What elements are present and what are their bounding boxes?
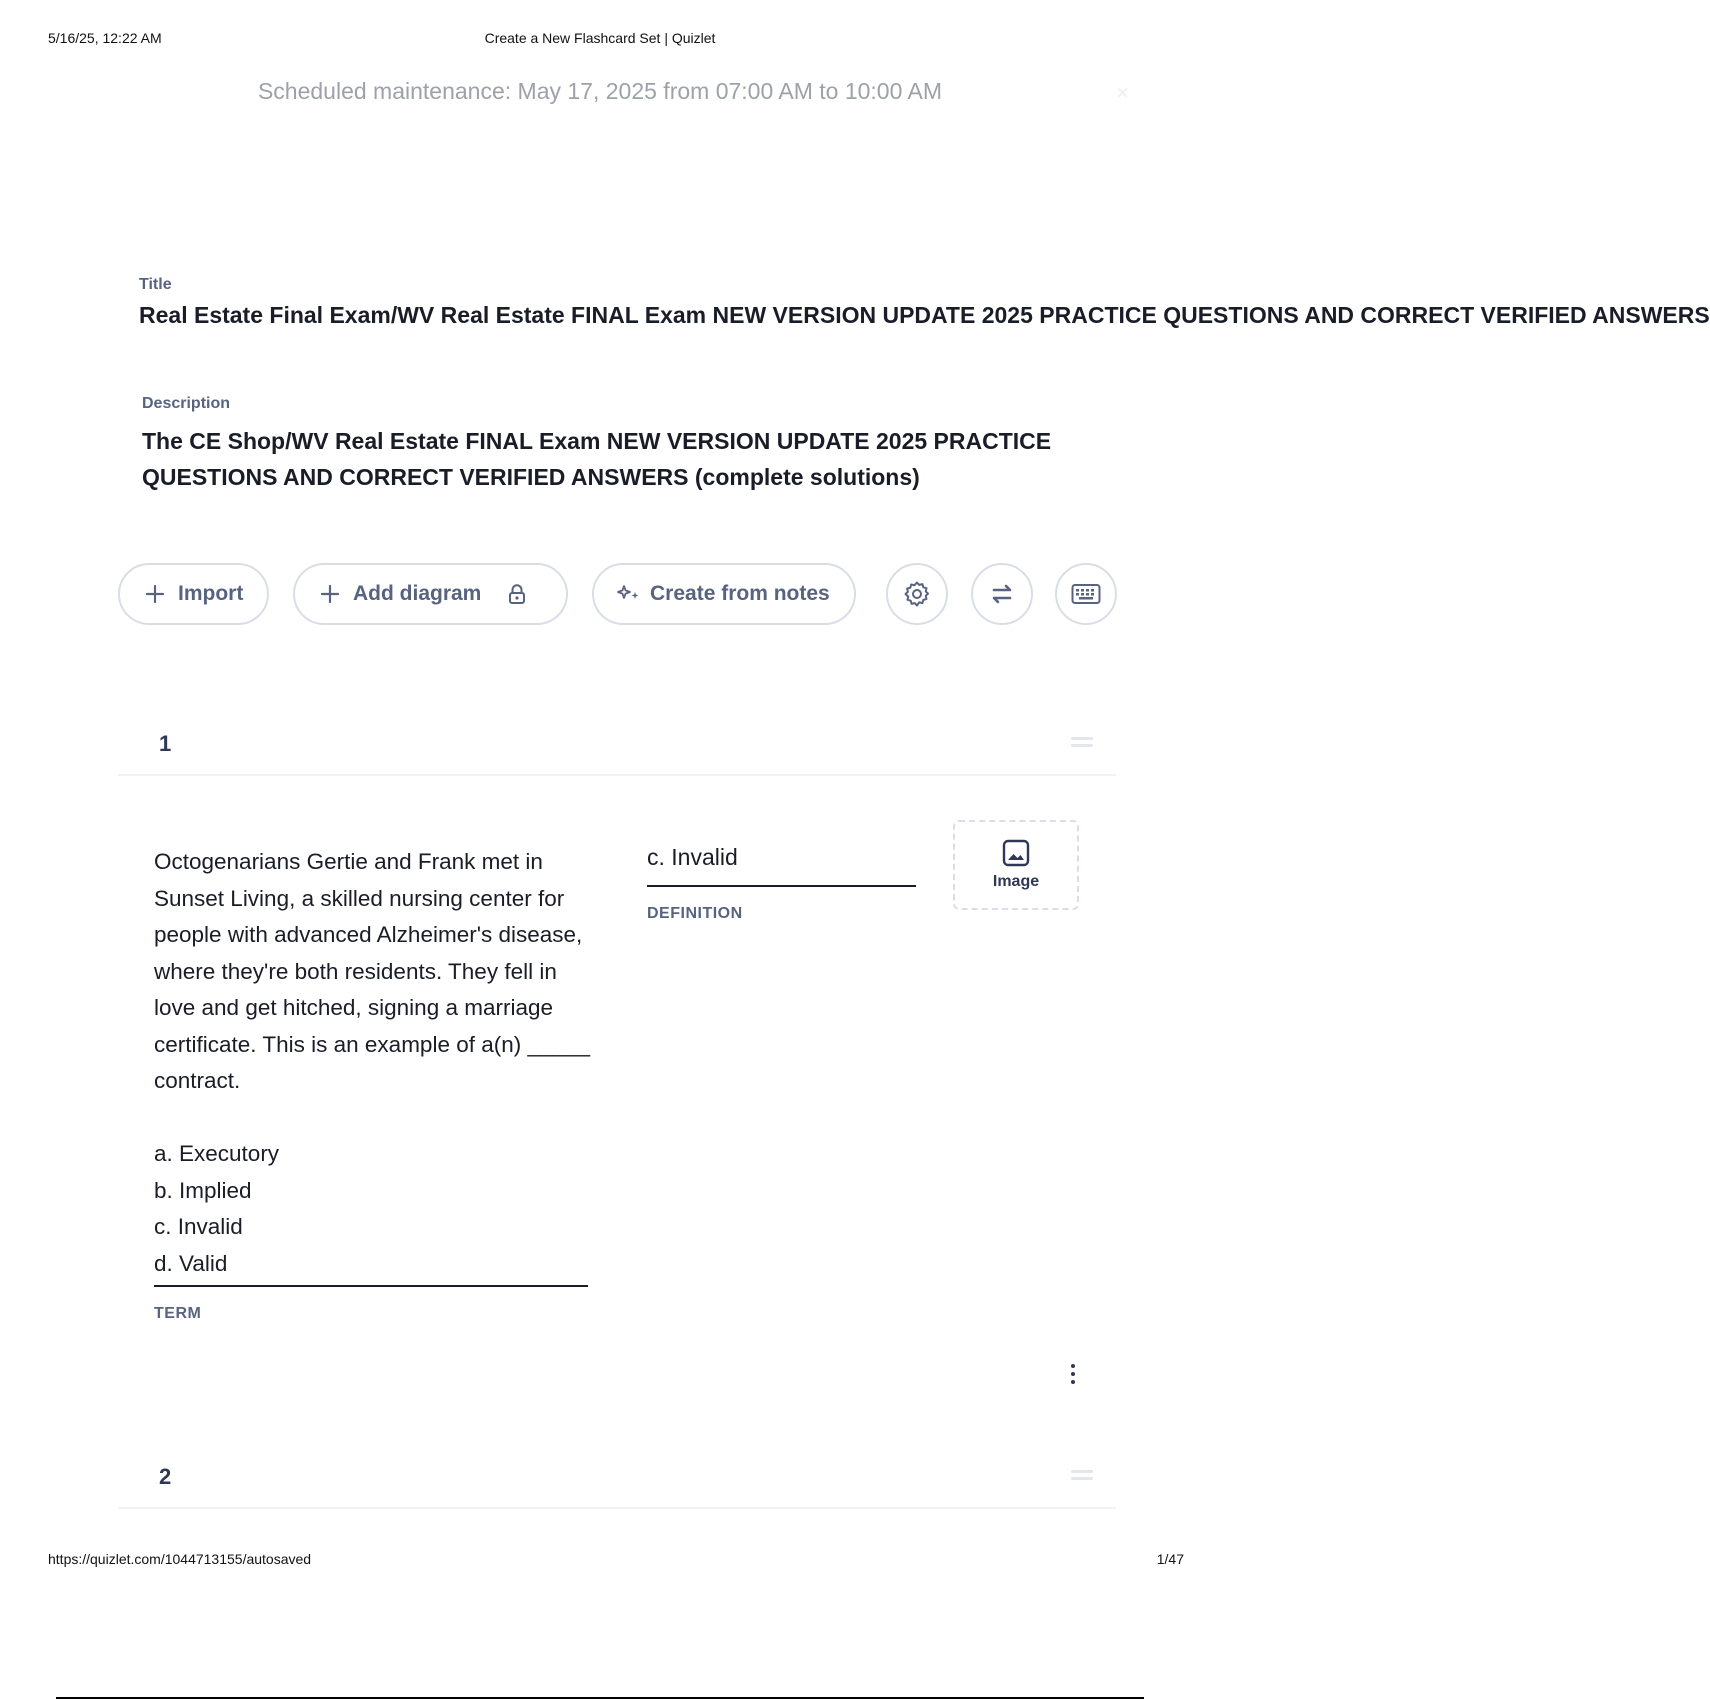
drag-handle-icon[interactable] bbox=[1071, 1468, 1093, 1482]
page-divider bbox=[56, 1697, 1144, 1699]
plus-icon bbox=[144, 583, 166, 605]
card-header bbox=[118, 710, 1116, 776]
banner-close-button[interactable]: × bbox=[1116, 80, 1129, 105]
maintenance-banner: Scheduled maintenance: May 17, 2025 from 07:00 AM to 10:00 AM bbox=[257, 78, 943, 104]
term-label: TERM bbox=[154, 1305, 202, 1322]
create-from-notes-button-label: Create from notes bbox=[650, 582, 830, 605]
swap-terms-button[interactable] bbox=[971, 563, 1033, 625]
card-more-options-icon[interactable] bbox=[1060, 1361, 1086, 1387]
print-datetime: 5/16/25, 12:22 AM bbox=[48, 30, 162, 46]
description-label: Description bbox=[142, 395, 231, 412]
term-underline bbox=[154, 1285, 588, 1287]
print-header bbox=[48, 30, 1152, 50]
card-header bbox=[118, 1443, 1116, 1509]
settings-button[interactable] bbox=[886, 563, 948, 625]
print-page-number: 1/47 bbox=[1156, 1551, 1184, 1567]
import-button[interactable] bbox=[118, 563, 269, 625]
keyboard-icon bbox=[1071, 583, 1101, 605]
drag-handle-icon[interactable] bbox=[1071, 735, 1093, 749]
definition-input[interactable]: c. Invalid bbox=[647, 844, 738, 870]
swap-icon bbox=[987, 579, 1017, 609]
image-icon bbox=[1002, 839, 1030, 867]
print-footer bbox=[48, 1551, 1184, 1571]
card-number: 2 bbox=[159, 1464, 172, 1489]
title-label: Title bbox=[139, 276, 172, 293]
lock-icon bbox=[507, 583, 527, 605]
sparkle-icon bbox=[616, 583, 642, 605]
import-button-label: Import bbox=[178, 582, 244, 605]
keyboard-shortcuts-button[interactable] bbox=[1055, 563, 1117, 625]
add-diagram-button-label: Add diagram bbox=[353, 582, 482, 605]
add-image-button[interactable] bbox=[953, 820, 1079, 910]
definition-label: DEFINITION bbox=[647, 905, 743, 922]
term-input[interactable]: Octogenarians Gertie and Frank met in Sunset Living, a skilled nursing center for people with advanced Alzheimer's disease, where they're both residents. They fell in love and get hitched, signing a marriage certificate. This is an example of a(n) _____ contract. a. Executory b. Implied c. Invalid d. Valid bbox=[154, 849, 591, 1276]
create-from-notes-button[interactable] bbox=[592, 563, 856, 625]
definition-underline bbox=[647, 885, 916, 887]
add-diagram-button[interactable] bbox=[293, 563, 568, 625]
gear-icon bbox=[902, 579, 932, 609]
print-document-title: Create a New Flashcard Set | Quizlet bbox=[484, 30, 716, 46]
title-input[interactable]: Real Estate Final Exam/WV Real Estate FINAL Exam NEW VERSION UPDATE 2025 PRACTICE QUESTIONS AND CORRECT VERIFIED ANSWERS bbox=[139, 302, 1710, 328]
add-image-label: Image bbox=[992, 873, 1040, 890]
print-url: https://quizlet.com/1044713155/autosaved bbox=[48, 1551, 312, 1567]
card-number: 1 bbox=[159, 731, 172, 756]
plus-icon bbox=[319, 583, 341, 605]
description-input[interactable]: The CE Shop/WV Real Estate FINAL Exam NEW VERSION UPDATE 2025 PRACTICE QUESTIONS AND CORRECT VERIFIED ANSWERS (complete solutions) bbox=[142, 428, 1052, 490]
